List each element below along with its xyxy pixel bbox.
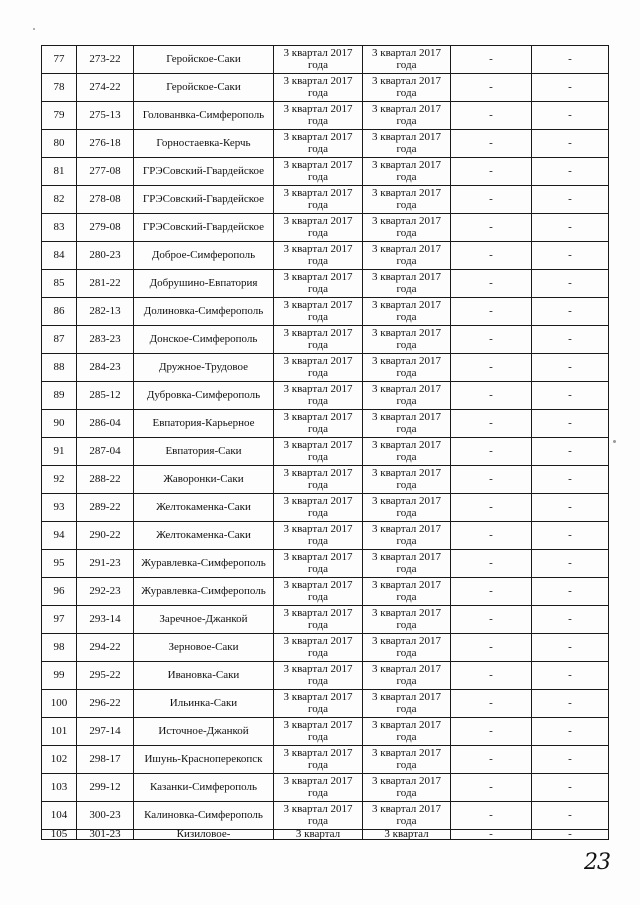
quarter-end-cell: 3 квартал 2017 года <box>363 578 451 606</box>
quarter-start-cell: 3 квартал 2017 года <box>274 130 363 158</box>
table-row <box>42 326 609 354</box>
quarter-end-cell: 3 квартал 2017 года <box>363 46 451 74</box>
route-code-cell: 291-23 <box>77 550 134 578</box>
dash-cell: - <box>451 802 532 830</box>
route-code-cell: 280-23 <box>77 242 134 270</box>
route-code-cell: 277-08 <box>77 158 134 186</box>
dash-cell: - <box>451 718 532 746</box>
quarter-end-cell: 3 квартал 2017 года <box>363 102 451 130</box>
dash-cell: - <box>451 550 532 578</box>
route-name-cell: Калиновка-Симферополь <box>134 802 274 830</box>
table-row <box>42 550 609 578</box>
quarter-start-cell: 3 квартал 2017 года <box>274 662 363 690</box>
dash-cell: - <box>532 298 609 326</box>
route-name-cell: Голованвка-Симферополь <box>134 102 274 130</box>
page-number: 23 <box>584 850 610 875</box>
quarter-start-cell: 3 квартал 2017 года <box>274 746 363 774</box>
row-number-cell: 96 <box>42 578 77 606</box>
route-name-cell: Журавлевка-Симферополь <box>134 550 274 578</box>
table-row <box>42 214 609 242</box>
table-row <box>42 242 609 270</box>
table-row <box>42 354 609 382</box>
quarter-end-cell: 3 квартал 2017 года <box>363 522 451 550</box>
quarter-end-cell: 3 квартал 2017 года <box>363 550 451 578</box>
dash-cell: - <box>451 242 532 270</box>
row-number-cell: 86 <box>42 298 77 326</box>
dash-cell: - <box>451 606 532 634</box>
dash-cell: - <box>451 214 532 242</box>
quarter-start-cell: 3 квартал 2017 года <box>274 634 363 662</box>
quarter-end-cell: 3 квартал 2017 года <box>363 354 451 382</box>
dash-cell: - <box>451 522 532 550</box>
table-row <box>42 634 609 662</box>
route-name-cell: Евпатория-Саки <box>134 438 274 466</box>
dash-cell: - <box>532 550 609 578</box>
quarter-end-cell: 3 квартал 2017 года <box>363 634 451 662</box>
route-code-cell: 296-22 <box>77 690 134 718</box>
quarter-end-cell: 3 квартал 2017 года <box>363 130 451 158</box>
route-code-cell: 285-12 <box>77 382 134 410</box>
row-number-cell: 97 <box>42 606 77 634</box>
dash-cell: - <box>532 466 609 494</box>
quarter-start-cell: 3 квартал 2017 года <box>274 466 363 494</box>
quarter-end-cell: 3 квартал 2017 года <box>363 606 451 634</box>
route-name-cell: Геройское-Саки <box>134 46 274 74</box>
route-code-cell: 299-12 <box>77 774 134 802</box>
row-number-cell: 103 <box>42 774 77 802</box>
dash-cell: - <box>532 158 609 186</box>
quarter-end-cell: 3 квартал 2017 года <box>363 690 451 718</box>
routes-table-body <box>42 46 609 840</box>
quarter-start-cell: 3 квартал 2017 года <box>274 242 363 270</box>
route-code-cell: 275-13 <box>77 102 134 130</box>
route-code-cell: 294-22 <box>77 634 134 662</box>
table-row <box>42 522 609 550</box>
dash-cell: - <box>451 746 532 774</box>
row-number-cell: 98 <box>42 634 77 662</box>
table-row <box>42 102 609 130</box>
table-row <box>42 662 609 690</box>
dash-cell: - <box>532 354 609 382</box>
route-code-cell: 298-17 <box>77 746 134 774</box>
dash-cell: - <box>451 410 532 438</box>
quarter-start-cell: 3 квартал 2017 года <box>274 774 363 802</box>
route-name-cell: Ишунь-Красноперекопск <box>134 746 274 774</box>
row-number-cell: 80 <box>42 130 77 158</box>
quarter-end-cell: 3 квартал 2017 года <box>363 214 451 242</box>
dash-cell: - <box>532 746 609 774</box>
dash-cell: - <box>451 74 532 102</box>
table-row <box>42 774 609 802</box>
scan-speck <box>613 440 616 443</box>
dash-cell: - <box>532 74 609 102</box>
quarter-start-cell: 3 квартал 2017 года <box>274 298 363 326</box>
scan-speck <box>33 28 35 30</box>
quarter-start-cell: 3 квартал 2017 года <box>274 438 363 466</box>
row-number-cell: 92 <box>42 466 77 494</box>
quarter-start-cell: 3 квартал 2017 года <box>274 102 363 130</box>
dash-cell: - <box>532 802 609 830</box>
quarter-end-cell: 3 квартал 2017 года <box>363 438 451 466</box>
dash-cell: - <box>451 102 532 130</box>
quarter-start-cell: 3 квартал 2017 года <box>274 158 363 186</box>
dash-cell: - <box>532 270 609 298</box>
dash-cell: - <box>532 662 609 690</box>
quarter-start-cell: 3 квартал 2017 года <box>274 578 363 606</box>
route-name-cell: Желтокаменка-Саки <box>134 522 274 550</box>
row-number-cell: 79 <box>42 102 77 130</box>
route-code-cell: 292-23 <box>77 578 134 606</box>
quarter-start-cell: 3 квартал 2017 года <box>274 46 363 74</box>
table-row <box>42 802 609 830</box>
quarter-end-cell: 3 квартал 2017 года <box>363 326 451 354</box>
route-code-cell: 290-22 <box>77 522 134 550</box>
route-code-cell: 276-18 <box>77 130 134 158</box>
table-row <box>42 382 609 410</box>
route-code-cell: 284-23 <box>77 354 134 382</box>
table-row <box>42 578 609 606</box>
row-number-cell: 104 <box>42 802 77 830</box>
dash-cell: - <box>532 774 609 802</box>
quarter-end-cell: 3 квартал 2017 года <box>363 298 451 326</box>
route-code-cell: 273-22 <box>77 46 134 74</box>
dash-cell: - <box>532 522 609 550</box>
row-number-cell: 85 <box>42 270 77 298</box>
dash-cell: - <box>451 494 532 522</box>
table-row <box>42 466 609 494</box>
route-code-cell: 288-22 <box>77 466 134 494</box>
quarter-start-cell: 3 квартал <box>274 830 363 840</box>
route-name-cell: Казанки-Симферополь <box>134 774 274 802</box>
route-name-cell: Источное-Джанкой <box>134 718 274 746</box>
quarter-start-cell: 3 квартал 2017 года <box>274 718 363 746</box>
quarter-end-cell: 3 квартал 2017 года <box>363 746 451 774</box>
row-number-cell: 101 <box>42 718 77 746</box>
quarter-start-cell: 3 квартал 2017 года <box>274 522 363 550</box>
route-code-cell: 289-22 <box>77 494 134 522</box>
route-code-cell: 274-22 <box>77 74 134 102</box>
routes-table <box>41 45 609 840</box>
table-row <box>42 438 609 466</box>
dash-cell: - <box>451 270 532 298</box>
route-name-cell: ГРЭСовский-Гвардейское <box>134 214 274 242</box>
dash-cell: - <box>532 410 609 438</box>
dash-cell: - <box>532 718 609 746</box>
dash-cell: - <box>451 578 532 606</box>
route-name-cell: Дружное-Трудовое <box>134 354 274 382</box>
route-name-cell: Журавлевка-Симферополь <box>134 578 274 606</box>
route-name-cell: Доброе-Симферополь <box>134 242 274 270</box>
table-row <box>42 46 609 74</box>
quarter-start-cell: 3 квартал 2017 года <box>274 550 363 578</box>
row-number-cell: 83 <box>42 214 77 242</box>
row-number-cell: 95 <box>42 550 77 578</box>
route-name-cell: Горностаевка-Керчь <box>134 130 274 158</box>
dash-cell: - <box>451 830 532 840</box>
dash-cell: - <box>451 186 532 214</box>
quarter-end-cell: 3 квартал 2017 года <box>363 466 451 494</box>
route-name-cell: Жаворонки-Саки <box>134 466 274 494</box>
route-name-cell: Ильинка-Саки <box>134 690 274 718</box>
route-name-cell: Желтокаменка-Саки <box>134 494 274 522</box>
quarter-end-cell: 3 квартал 2017 года <box>363 410 451 438</box>
table-row <box>42 158 609 186</box>
dash-cell: - <box>532 242 609 270</box>
table-row <box>42 830 609 840</box>
route-code-cell: 282-13 <box>77 298 134 326</box>
route-name-cell: Добрушино-Евпатория <box>134 270 274 298</box>
route-name-cell: Евпатория-Карьерное <box>134 410 274 438</box>
dash-cell: - <box>451 662 532 690</box>
dash-cell: - <box>451 326 532 354</box>
route-code-cell: 278-08 <box>77 186 134 214</box>
dash-cell: - <box>532 634 609 662</box>
quarter-end-cell: 3 квартал 2017 года <box>363 774 451 802</box>
quarter-start-cell: 3 квартал 2017 года <box>274 494 363 522</box>
quarter-end-cell: 3 квартал 2017 года <box>363 74 451 102</box>
route-code-cell: 286-04 <box>77 410 134 438</box>
row-number-cell: 81 <box>42 158 77 186</box>
dash-cell: - <box>451 354 532 382</box>
dash-cell: - <box>451 298 532 326</box>
route-name-cell: ГРЭСовский-Гвардейское <box>134 186 274 214</box>
table-row <box>42 410 609 438</box>
route-name-cell: Ивановка-Саки <box>134 662 274 690</box>
row-number-cell: 99 <box>42 662 77 690</box>
dash-cell: - <box>532 130 609 158</box>
dash-cell: - <box>451 158 532 186</box>
dash-cell: - <box>451 466 532 494</box>
route-name-cell: Долиновка-Симферополь <box>134 298 274 326</box>
route-code-cell: 287-04 <box>77 438 134 466</box>
dash-cell: - <box>451 774 532 802</box>
dash-cell: - <box>451 438 532 466</box>
dash-cell: - <box>532 382 609 410</box>
row-number-cell: 82 <box>42 186 77 214</box>
route-name-cell: Геройское-Саки <box>134 74 274 102</box>
dash-cell: - <box>532 830 609 840</box>
route-name-cell: Зерновое-Саки <box>134 634 274 662</box>
route-name-cell: Донское-Симферополь <box>134 326 274 354</box>
dash-cell: - <box>532 186 609 214</box>
quarter-start-cell: 3 квартал 2017 года <box>274 214 363 242</box>
quarter-end-cell: 3 квартал 2017 года <box>363 662 451 690</box>
quarter-end-cell: 3 квартал 2017 года <box>363 718 451 746</box>
row-number-cell: 105 <box>42 830 77 840</box>
quarter-end-cell: 3 квартал 2017 года <box>363 494 451 522</box>
route-code-cell: 300-23 <box>77 802 134 830</box>
quarter-start-cell: 3 квартал 2017 года <box>274 354 363 382</box>
quarter-end-cell: 3 квартал 2017 года <box>363 270 451 298</box>
quarter-start-cell: 3 квартал 2017 года <box>274 186 363 214</box>
table-row <box>42 130 609 158</box>
row-number-cell: 78 <box>42 74 77 102</box>
table-row <box>42 718 609 746</box>
quarter-end-cell: 3 квартал 2017 года <box>363 242 451 270</box>
row-number-cell: 84 <box>42 242 77 270</box>
dash-cell: - <box>532 438 609 466</box>
table-row <box>42 606 609 634</box>
quarter-end-cell: 3 квартал <box>363 830 451 840</box>
row-number-cell: 93 <box>42 494 77 522</box>
table-row <box>42 270 609 298</box>
row-number-cell: 100 <box>42 690 77 718</box>
route-name-cell: Заречное-Джанкой <box>134 606 274 634</box>
dash-cell: - <box>532 578 609 606</box>
route-code-cell: 293-14 <box>77 606 134 634</box>
dash-cell: - <box>451 690 532 718</box>
dash-cell: - <box>532 214 609 242</box>
route-code-cell: 279-08 <box>77 214 134 242</box>
dash-cell: - <box>451 634 532 662</box>
route-code-cell: 301-23 <box>77 830 134 840</box>
route-name-cell: Кизиловое- <box>134 830 274 840</box>
route-code-cell: 295-22 <box>77 662 134 690</box>
table-row <box>42 298 609 326</box>
quarter-start-cell: 3 квартал 2017 года <box>274 690 363 718</box>
row-number-cell: 94 <box>42 522 77 550</box>
row-number-cell: 87 <box>42 326 77 354</box>
row-number-cell: 77 <box>42 46 77 74</box>
table-row <box>42 746 609 774</box>
dash-cell: - <box>532 326 609 354</box>
row-number-cell: 90 <box>42 410 77 438</box>
quarter-start-cell: 3 квартал 2017 года <box>274 270 363 298</box>
dash-cell: - <box>532 690 609 718</box>
quarter-start-cell: 3 квартал 2017 года <box>274 606 363 634</box>
dash-cell: - <box>451 46 532 74</box>
quarter-start-cell: 3 квартал 2017 года <box>274 74 363 102</box>
quarter-end-cell: 3 квартал 2017 года <box>363 158 451 186</box>
route-code-cell: 297-14 <box>77 718 134 746</box>
route-code-cell: 283-23 <box>77 326 134 354</box>
quarter-end-cell: 3 квартал 2017 года <box>363 802 451 830</box>
quarter-end-cell: 3 квартал 2017 года <box>363 382 451 410</box>
quarter-start-cell: 3 квартал 2017 года <box>274 410 363 438</box>
quarter-start-cell: 3 квартал 2017 года <box>274 382 363 410</box>
dash-cell: - <box>532 494 609 522</box>
quarter-start-cell: 3 квартал 2017 года <box>274 802 363 830</box>
table-row <box>42 494 609 522</box>
route-code-cell: 281-22 <box>77 270 134 298</box>
table-row <box>42 186 609 214</box>
route-name-cell: Дубровка-Симферополь <box>134 382 274 410</box>
row-number-cell: 89 <box>42 382 77 410</box>
route-name-cell: ГРЭСовский-Гвардейское <box>134 158 274 186</box>
dash-cell: - <box>451 382 532 410</box>
row-number-cell: 88 <box>42 354 77 382</box>
table-row <box>42 690 609 718</box>
dash-cell: - <box>532 46 609 74</box>
quarter-end-cell: 3 квартал 2017 года <box>363 186 451 214</box>
table-row <box>42 74 609 102</box>
row-number-cell: 91 <box>42 438 77 466</box>
dash-cell: - <box>532 102 609 130</box>
quarter-start-cell: 3 квартал 2017 года <box>274 326 363 354</box>
dash-cell: - <box>532 606 609 634</box>
dash-cell: - <box>451 130 532 158</box>
row-number-cell: 102 <box>42 746 77 774</box>
